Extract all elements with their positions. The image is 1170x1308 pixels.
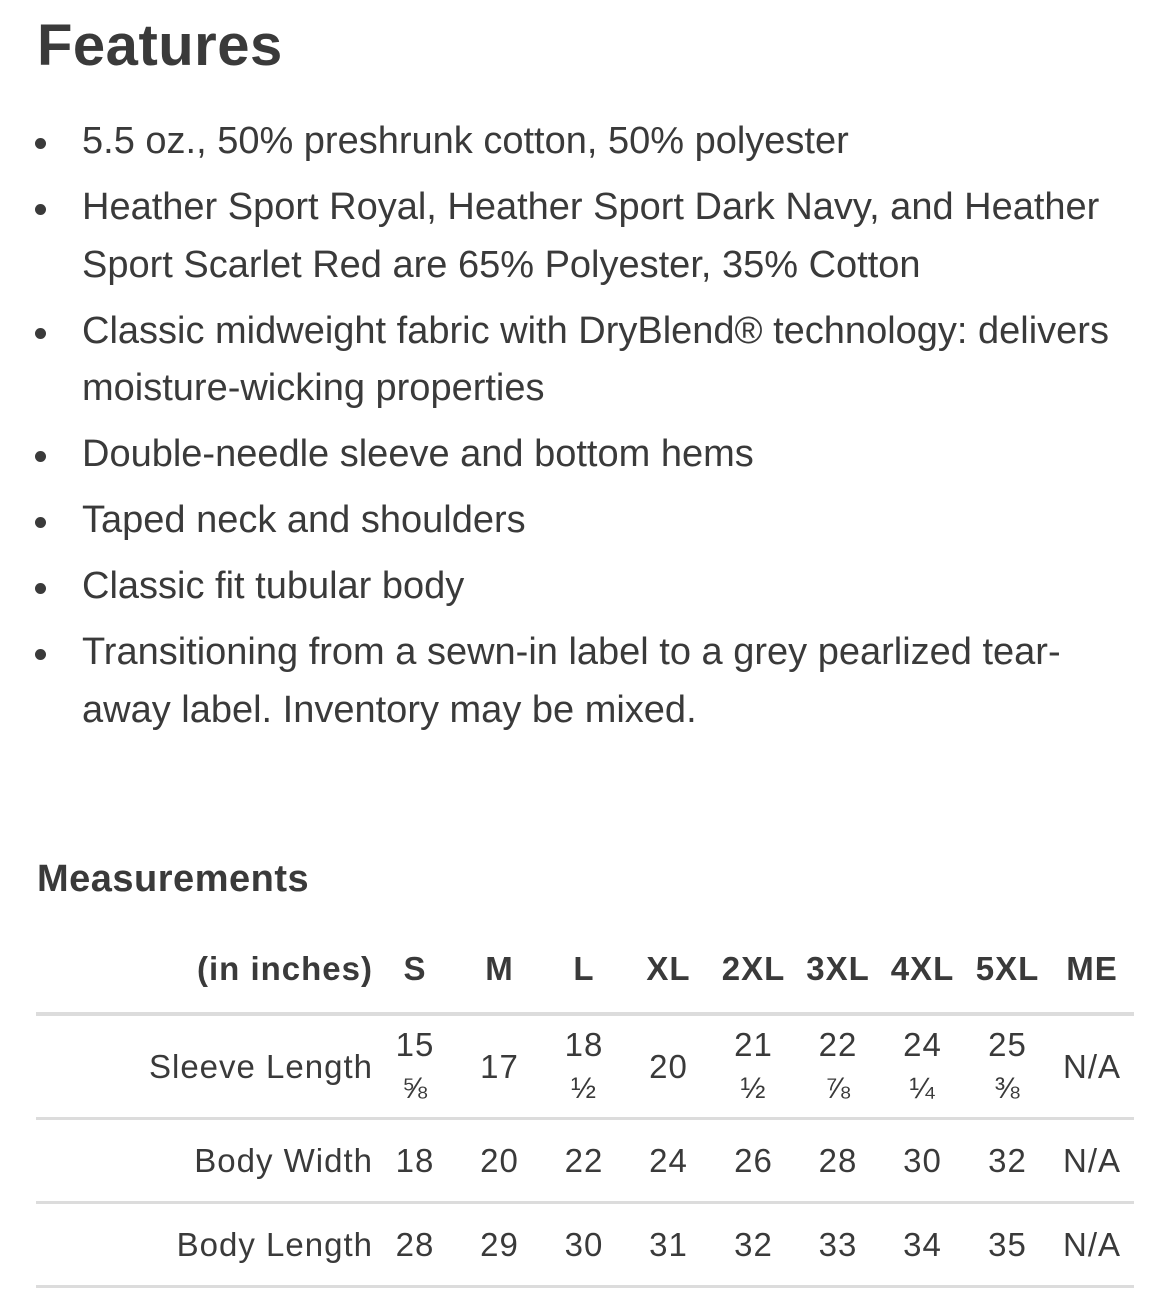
- list-item: [0, 558, 1170, 616]
- feature-text: Double-needle sleeve and bottom hems: [82, 433, 754, 475]
- table-cell: 33: [796, 1203, 880, 1287]
- cell-whole: 21: [734, 1025, 773, 1063]
- row-label: Body Length: [36, 1203, 373, 1287]
- cell-whole: 22: [818, 1025, 858, 1063]
- cell-fraction: ⅞: [824, 1071, 852, 1105]
- row-label: Body Width: [36, 1119, 373, 1203]
- table-cell: 26: [711, 1119, 796, 1203]
- page-title: Features: [37, 13, 283, 78]
- table-cell: 30: [542, 1203, 626, 1287]
- table-cell: N/A: [1050, 1119, 1134, 1203]
- feature-text: Taped neck and shoulders: [82, 499, 526, 541]
- cell-fraction: ¼: [909, 1071, 936, 1105]
- table-cell: [457, 1014, 542, 1119]
- cell-whole: 20: [649, 1047, 688, 1085]
- table-cell: 32: [711, 1203, 796, 1287]
- bullet-icon: [35, 451, 46, 462]
- table-cell: [965, 1014, 1050, 1119]
- table-cell: N/A: [1050, 1203, 1134, 1287]
- row-label: Sleeve Length: [36, 1014, 373, 1119]
- bullet-icon: [35, 204, 46, 215]
- table-cell: 28: [796, 1119, 880, 1203]
- table-header-row: [36, 926, 1134, 1014]
- table-cell: 30: [880, 1119, 965, 1203]
- list-item: [0, 492, 1170, 550]
- table-cell: [1050, 1014, 1134, 1119]
- table-cell: 32: [965, 1119, 1050, 1203]
- table-cell: 29: [457, 1203, 542, 1287]
- cell-fraction: ½: [570, 1071, 598, 1105]
- cell-whole: N/A: [1062, 1047, 1121, 1085]
- table-cell: [542, 1014, 626, 1119]
- feature-text: 5.5 oz., 50% preshrunk cotton, 50% polyester: [82, 120, 849, 162]
- list-item: [0, 303, 1170, 418]
- bullet-icon: [35, 583, 46, 594]
- cell-fraction: ½: [740, 1071, 767, 1105]
- cell-whole: 25: [988, 1025, 1027, 1063]
- table-row: [36, 1014, 1134, 1119]
- measurements-table: [36, 926, 1134, 1288]
- feature-text: Transitioning from a sewn-in label to a grey pearlized tear-away label. Inventory may be mixed.: [82, 631, 1061, 731]
- table-cell: 22: [542, 1119, 626, 1203]
- size-header: 5XL: [965, 926, 1050, 1014]
- list-item: [0, 113, 1170, 171]
- table-cell: [373, 1014, 457, 1119]
- features-list: [0, 113, 1170, 748]
- table-cell: 24: [626, 1119, 711, 1203]
- list-item: [0, 179, 1170, 294]
- cell-whole: 17: [480, 1047, 519, 1085]
- table-cell: 20: [457, 1119, 542, 1203]
- feature-text: Heather Sport Royal, Heather Sport Dark Navy, and Heather Sport Scarlet Red are 65% Polyester, 35% Cotton: [82, 186, 1100, 286]
- table-cell: [626, 1014, 711, 1119]
- table-row: [36, 1203, 1134, 1287]
- size-header: ME: [1050, 926, 1134, 1014]
- cell-whole: 24: [903, 1025, 942, 1063]
- size-header: 2XL: [711, 926, 796, 1014]
- cell-fraction: ⅝: [401, 1071, 429, 1105]
- size-header: L: [542, 926, 626, 1014]
- bullet-icon: [35, 517, 46, 528]
- bullet-icon: [35, 649, 46, 660]
- table-cell: 35: [965, 1203, 1050, 1287]
- measurements-title: Measurements: [37, 858, 310, 900]
- table-cell: 34: [880, 1203, 965, 1287]
- table-row: [36, 1119, 1134, 1203]
- feature-text: Classic fit tubular body: [82, 565, 465, 607]
- size-header: 4XL: [880, 926, 965, 1014]
- size-header: 3XL: [796, 926, 880, 1014]
- size-header: XL: [626, 926, 711, 1014]
- size-header: M: [457, 926, 542, 1014]
- table-cell: 28: [373, 1203, 457, 1287]
- table-cell: [796, 1014, 880, 1119]
- table-cell: 18: [373, 1119, 457, 1203]
- table-cell: [880, 1014, 965, 1119]
- cell-whole: 15: [395, 1025, 435, 1063]
- size-header: S: [373, 926, 457, 1014]
- feature-text: Classic midweight fabric with DryBlend® technology: delivers moisture-wicking properties: [82, 309, 1109, 409]
- bullet-icon: [35, 138, 46, 149]
- table-cell: 31: [626, 1203, 711, 1287]
- list-item: [0, 426, 1170, 484]
- bullet-icon: [35, 328, 46, 339]
- table-cell: [711, 1014, 796, 1119]
- cell-fraction: ⅜: [994, 1071, 1021, 1105]
- unit-label: (in inches): [36, 926, 373, 1014]
- cell-whole: 18: [564, 1025, 604, 1063]
- list-item: [0, 624, 1170, 739]
